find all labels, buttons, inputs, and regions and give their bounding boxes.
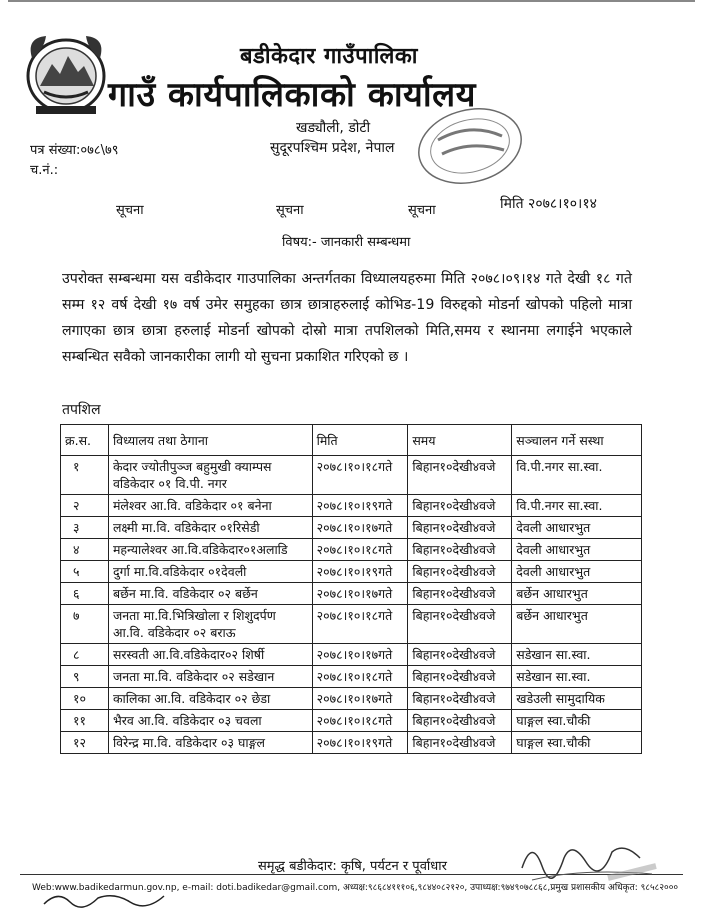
cell-organization: देवली आधारभुत [512, 561, 642, 583]
cell-organization: सडेखान सा.स्वा. [512, 644, 642, 666]
cell-organization: देवली आधारभुत [512, 517, 642, 539]
cell-sn: ३ [61, 517, 109, 539]
cell-sn: ६ [61, 583, 109, 605]
handwritten-signature [40, 888, 170, 910]
notice-date: मिति २०७८।१०।१४ [500, 196, 597, 212]
cell-organization: खडेउली सामुदायिक [512, 688, 642, 710]
cell-date: २०७८।१०।१८गते [312, 539, 408, 561]
office-stamp [408, 100, 528, 190]
table-header-row [61, 425, 642, 456]
cell-time: बिहान१०देखी४वजे [408, 605, 512, 644]
cell-sn: १० [61, 688, 109, 710]
cell-date: २०७८।१०।१८गते [312, 605, 408, 644]
cell-date: २०७८।१०।१९गते [312, 561, 408, 583]
header-time: समय [408, 425, 512, 456]
cell-time: बिहान१०देखी४वजे [408, 583, 512, 605]
cell-school: केदार ज्योतीपुञ्ज बहुमुखी क्याम्पस वडिकेदार ०१ वि.पी. नगर [108, 456, 312, 495]
cell-date: २०७८।१०।१८गते [312, 456, 408, 495]
cell-organization: देवली आधारभुत [512, 539, 642, 561]
cell-sn: ४ [61, 539, 109, 561]
table-row [61, 495, 642, 517]
cell-time: बिहान१०देखी४वजे [408, 644, 512, 666]
table-row [61, 456, 642, 495]
cell-date: २०७८।१०।१७गते [312, 688, 408, 710]
cell-organization: बर्छेन आधारभुत [512, 605, 642, 644]
nepal-emblem-logo [22, 28, 110, 118]
dispatch-number: च.नं.: [30, 163, 59, 178]
cell-time: बिहान१०देखी४वजे [408, 561, 512, 583]
table-row [61, 688, 642, 710]
cell-date: २०७८।१०।१८गते [312, 666, 408, 688]
table-row [61, 710, 642, 732]
vaccination-schedule-table [60, 424, 642, 754]
cell-time: बिहान१०देखी४वजे [408, 710, 512, 732]
table-row [61, 539, 642, 561]
cell-sn: ५ [61, 561, 109, 583]
header-sn: क्र.स. [61, 425, 109, 456]
cell-sn: १२ [61, 732, 109, 754]
letter-number: पत्र संख्या:०७८\७९ [30, 143, 119, 158]
cell-school: कालिका आ.वि. वडिकेदार ०२ छेडा [108, 688, 312, 710]
cell-school: बर्छेन मा.वि. वडिकेदार ०२ बर्छेन [108, 583, 312, 605]
header-date: मिति [312, 425, 408, 456]
cell-time: बिहान१०देखी४वजे [408, 517, 512, 539]
cell-date: २०७८।१०।१८गते [312, 710, 408, 732]
signature-stamp [512, 828, 662, 892]
cell-sn: ७ [61, 605, 109, 644]
cell-time: बिहान१०देखी४वजे [408, 688, 512, 710]
header-organization: सञ्चालन गर्ने सस्था [512, 425, 642, 456]
cell-time: बिहान१०देखी४वजे [408, 456, 512, 495]
cell-sn: २ [61, 495, 109, 517]
address-line-1: खड्यौली, डोटी [296, 120, 371, 136]
table-row [61, 583, 642, 605]
footer-contact: Web:www.badikedarmun.gov.np, e-mail: doti.badikedar@gmail.com, अध्यक्ष:९८६८४१११०६,९८४४०८२१२०, उपाध्यक्ष:९७४९०७८८६८,प्रमुख प्रशासकीय अधिकृत: ९८५८२००० [32, 883, 679, 893]
cell-date: २०७८।१०।१९गते [312, 495, 408, 517]
notice-label-3: सूचना [408, 203, 436, 218]
cell-time: बिहान१०देखी४वजे [408, 732, 512, 754]
table-row [61, 666, 642, 688]
cell-time: बिहान१०देखी४वजे [408, 539, 512, 561]
header-school: विध्यालय तथा ठेगाना [108, 425, 312, 456]
municipality-name: बडीकेदार गाउँपालिका [240, 44, 419, 69]
cell-organization: सडेखान सा.स्वा. [512, 666, 642, 688]
cell-sn: ११ [61, 710, 109, 732]
cell-date: २०७८।१०।१७गते [312, 583, 408, 605]
notice-label-1: सूचना [116, 203, 144, 218]
cell-school: लक्ष्मी मा.वि. वडिकेदार ०१रिसेडी [108, 517, 312, 539]
cell-sn: १ [61, 456, 109, 495]
details-label: तपशिल [62, 402, 101, 418]
cell-organization: वि.पी.नगर सा.स्वा. [512, 456, 642, 495]
notice-body: उपरोक्त सम्बन्धमा यस वडीकेदार गाउपालिका अन्तर्गतका विध्यालयहरुमा मिति २०७८।०९।१४ गते देखी १८ गते सम्म १२ वर्ष देखी १७ वर्ष उमेर समुहका छात्र छात्राहरुलाई कोभिड-19 विरुद्दको मोडर्ना खोपको पहिलो मात्रा लगाएका छात्र छात्रा हरुलाई मोडर्ना खोपको दोस्रो मात्रा तपशिलको मिति,समय र स्थानमा लगाईने भएकाले सम्बन्धित सवैको जानकारीका लागी यो सुचना प्रकाशित गरिएको छ । [62, 271, 632, 365]
notice-label-2: सूचना [276, 203, 304, 218]
cell-school: जनता मा.वि.भित्रिखोला र शिशुदर्पण आ.वि. वडिकेदार ०२ बराऊ [108, 605, 312, 644]
cell-organization: वि.पी.नगर सा.स्वा. [512, 495, 642, 517]
notice-subject: विषय:- जानकारी सम्बन्धमा [282, 235, 411, 250]
address-line-2: सुदूरपश्चिम प्रदेश, नेपाल [270, 140, 395, 156]
cell-date: २०७८।१०।१९गते [312, 732, 408, 754]
cell-time: बिहान१०देखी४वजे [408, 666, 512, 688]
table-row [61, 517, 642, 539]
cell-school: मंलेश्वर आ.वि. वडिकेदार ०१ बनेना [108, 495, 312, 517]
cell-date: २०७८।१०।१७गते [312, 517, 408, 539]
table-row [61, 561, 642, 583]
cell-school: विरेन्द्र मा.वि. वडिकेदार ०३ घाङ्गल [108, 732, 312, 754]
cell-organization: घाङ्गल स्वा.चौकी [512, 710, 642, 732]
cell-organization: घाङ्गल स्वा.चौकी [512, 732, 642, 754]
table-row [61, 732, 642, 754]
cell-school: जनता मा.वि. वडिकेदार ०२ सडेखान [108, 666, 312, 688]
cell-time: बिहान१०देखी४वजे [408, 495, 512, 517]
cell-date: २०७८।१०।१७गते [312, 644, 408, 666]
cell-school: भैरव आ.वि. वडिकेदार ०३ चवला [108, 710, 312, 732]
table-row [61, 644, 642, 666]
cell-school: महन्यालेश्वर आ.वि.वडिकेदार०१अलाडि [108, 539, 312, 561]
table-row [61, 605, 642, 644]
cell-school: सरस्वती आ.वि.वडिकेदार०२ शिर्षी [108, 644, 312, 666]
cell-organization: बर्छेन आधारभुत [512, 583, 642, 605]
top-border [8, 0, 695, 2]
cell-sn: ८ [61, 644, 109, 666]
cell-sn: ९ [61, 666, 109, 688]
footer-motto: समृद्ध बडीकेदार: कृषि, पर्यटन र पूर्वाधार [258, 859, 447, 874]
office-name: गाउँ कार्यपालिकाको कार्यालय [108, 75, 476, 115]
cell-school: दुर्गा मा.वि.वडिकेदार ०१देवली [108, 561, 312, 583]
